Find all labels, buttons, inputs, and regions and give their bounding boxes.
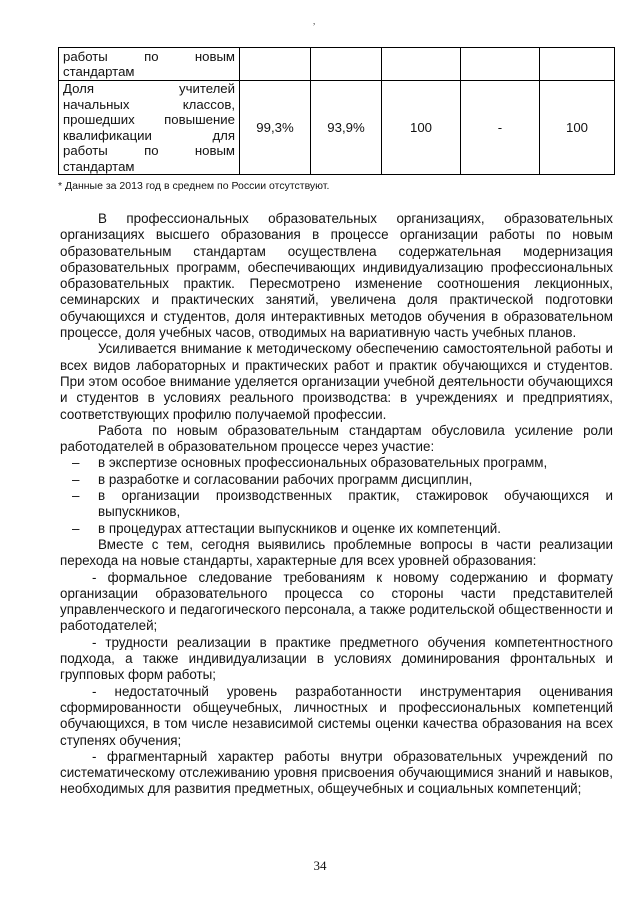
list-marker: – [72,520,80,536]
list-item: – в организации производственных практик, стажировок обучающихся и выпускников, [60,488,613,521]
table-row-label: Доля учителей начальных классов, прошедших повышение квалификации для работы по новым стандартам [59,81,240,175]
body-text [60,211,613,798]
list-item: – в разработке и согласовании рабочих программ дисциплин, [60,472,613,488]
table-cell [540,48,615,81]
list-marker: – [72,471,80,487]
table-row [59,48,615,81]
table-cell [311,48,382,81]
table-cell: - [461,81,540,175]
paragraph: - недостаточный уровень разработанности инструментария оценивания сформированности общеучебных, личностных и профессиональных компетенций обучающихся, в том числе независимой системы оценки качества образования на всех ступенях обучения; [60,683,613,748]
paragraph: - трудности реализации в практике предметного обучения компетентностного подхода, а также индивидуализации в условиях доминирования фронтальных и групповых форм работы; [60,634,613,683]
table-cell [240,48,311,81]
paragraph: Усиливается внимание к методическому обеспечению самостоятельной работы и всех видов лабораторных и практических работ и практик обучающихся и студентов. При этом особое внимание уделяется организации учебной деятельности обучающихся и студентов в условиях реального производства: в учреждениях и предприятиях, соответствующих профилю получаемой профессии. [60,341,613,422]
table-cell: 100 [540,81,615,175]
paragraph: В профессиональных образовательных организациях, образовательных организациях высшего образования в процессе организации работы по новым образовательным стандартам осуществлена содержательная модернизация образовательных программ, обеспечивающих индивидуализацию профессиональных образовательных практик. Пересмотрено изменение соотношения лекционных, семинарских и практических занятий, увеличена доля практической подготовки обучающихся и студентов, доля интерактивных методов обучения в образовательном процессе, доля учебных часов, отводимых на вариативную часть учебных планов. [60,211,613,341]
list-marker: – [72,455,80,471]
table-footnote: * Данные за 2013 год в среднем по России отсутствуют. [58,180,330,192]
table-cell: 99,3% [240,81,311,175]
table-cell: 100 [382,81,461,175]
list-marker: – [72,488,80,504]
table-cell [382,48,461,81]
scan-mark: , [313,16,316,26]
paragraph: Работа по новым образовательным стандартам обусловила усиление роли работодателей в образовательном процессе через участие: [60,422,613,455]
list-item: – в процедурах аттестации выпускников и оценке их компетенций. [60,521,613,537]
paragraph: - фрагментарный характер работы внутри образовательных учреждений по систематическому отслеживанию уровня присвоения обучающимися знаний и навыков, необходимых для развития предметных, общеучебных и социальных компетенций; [60,748,613,797]
page-number: 34 [313,858,327,873]
table-row [59,81,615,175]
table-row-label: работы по новым стандартам [59,48,240,81]
list-item: – в экспертизе основных профессиональных образовательных программ, [60,455,613,471]
indicators-table [58,47,615,175]
table-cell [461,48,540,81]
paragraph: Вместе с тем, сегодня выявились проблемные вопросы в части реализации перехода на новые стандарты, характерные для всех уровней образования: [60,536,613,569]
paragraph: - формальное следование требованиям к новому содержанию и формату организации образовательного процесса со стороны части представителей управленческого и педагогического персонала, а также родительской общественности и работодателей; [60,569,613,634]
table-cell: 93,9% [311,81,382,175]
